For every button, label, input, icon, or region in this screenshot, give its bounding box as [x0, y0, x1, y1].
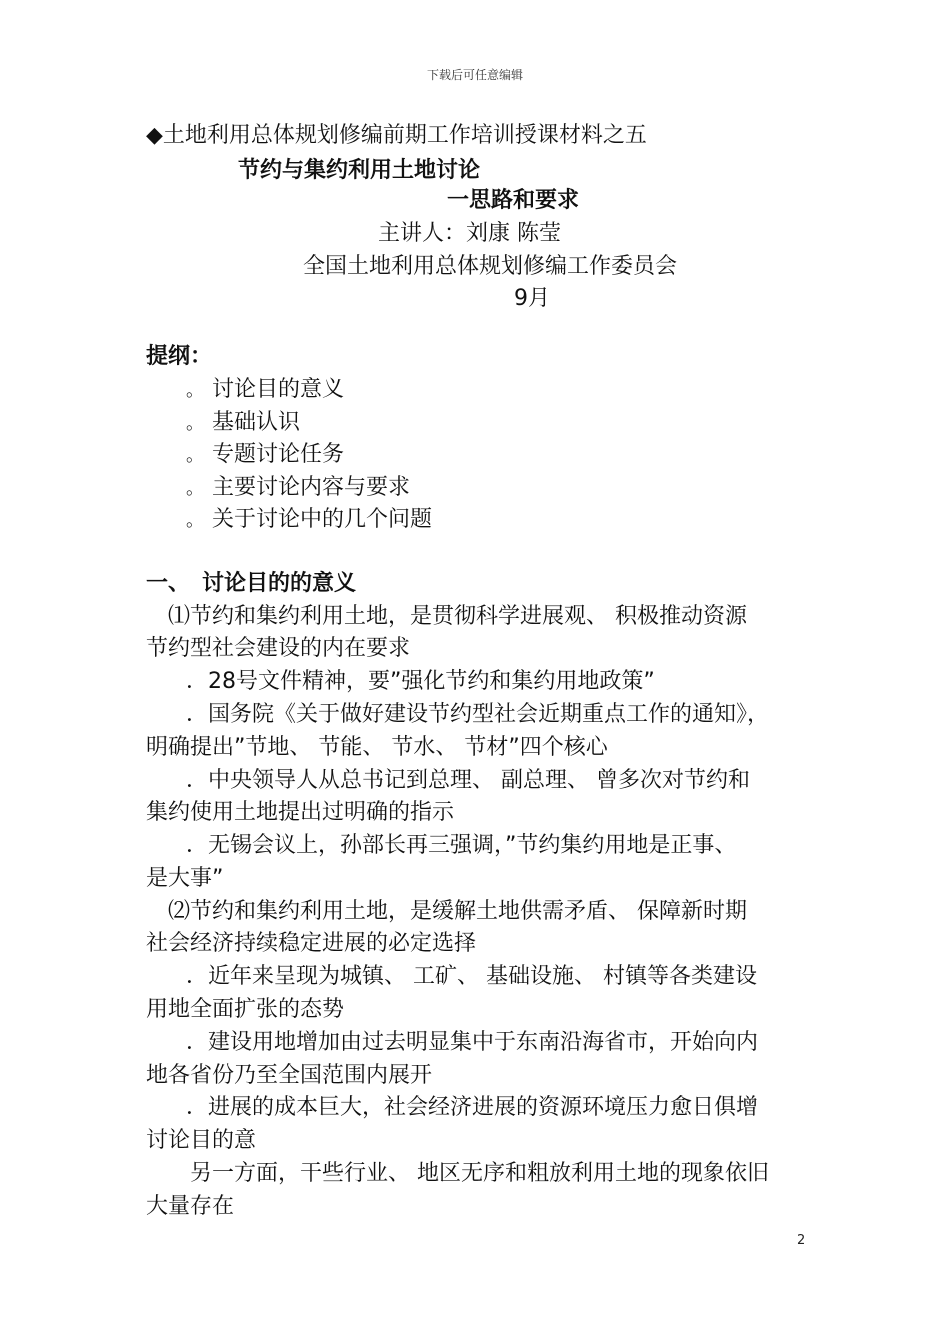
- document-subtitle: 节约与集约利用土地讨论: [238, 158, 481, 183]
- outline-item: [186, 375, 344, 406]
- outline-item-label: 主要讨论内容与要求: [212, 475, 411, 500]
- document-subtitle-2: 一思路和要求: [447, 188, 580, 213]
- page-header-note: 下载后可任意编辑: [426, 68, 523, 82]
- outline-item: [186, 440, 344, 471]
- section-heading: [146, 569, 356, 599]
- page-number: 2: [797, 1233, 806, 1248]
- outline-heading: 提纲：: [146, 344, 213, 369]
- bullet-icon: 。: [186, 478, 204, 499]
- speaker-line: 主讲人：刘康 陈莹: [378, 221, 561, 246]
- paragraph-line: 讨论目的意: [146, 1128, 257, 1153]
- document-title: ◆土地利用总体规划修编前期工作培训授课材料之五: [146, 123, 647, 148]
- outline-item-label: 基础认识: [212, 410, 301, 435]
- paragraph-line: ⑵节约和集约利用土地，是缓解土地供需矛盾、 保障新时期: [168, 899, 747, 924]
- paragraph-line: ．建设用地增加由过去明显集中于东南沿海省市，开始向内: [186, 1030, 759, 1055]
- bullet-icon: 。: [186, 510, 204, 531]
- organization-line: 全国土地利用总体规划修编工作委员会: [303, 254, 678, 279]
- paragraph-line: ．近年来呈现为城镇、 工矿、 基础设施、 村镇等各类建设: [186, 964, 757, 989]
- paragraph-line: ．国务院《关于做好建设节约型社会近期重点工作的通知》，: [186, 702, 770, 727]
- paragraph-line: 地各省份乃至全国范围内展开: [146, 1063, 433, 1088]
- paragraph-line: ．中央领导人从总书记到总理、 副总理、 曾多次对节约和: [186, 768, 750, 793]
- bullet-icon: 。: [186, 380, 204, 401]
- paragraph-line: 节约型社会建设的内在要求: [146, 636, 411, 661]
- outline-item: [186, 473, 410, 504]
- date-line: 9月: [514, 286, 550, 311]
- paragraph-line: ．无锡会议上，孙部长再三强调，”节约集约用地是正事、: [186, 833, 737, 858]
- paragraph-line: 大量存在: [146, 1194, 235, 1219]
- paragraph-line: 集约使用土地提出过明确的指示: [146, 800, 455, 825]
- paragraph-line: 用地全面扩张的态势: [146, 997, 345, 1022]
- paragraph-line: 是大事”: [146, 866, 224, 891]
- outline-item: [186, 505, 432, 536]
- paragraph-line: ⑴节约和集约利用土地，是贯彻科学进展观、 积极推动资源: [168, 604, 747, 629]
- outline-item-label: 专题讨论任务: [212, 442, 345, 467]
- paragraph-line: 明确提出”节地、 节能、 节水、 节材”四个核心: [146, 735, 608, 760]
- outline-item: [186, 408, 300, 439]
- bullet-icon: 。: [186, 445, 204, 466]
- section-title: 讨论目的的意义: [202, 571, 357, 596]
- outline-item-label: 关于讨论中的几个问题: [212, 507, 433, 532]
- paragraph-line: 社会经济持续稳定进展的必定选择: [146, 931, 477, 956]
- outline-item-label: 讨论目的意义: [212, 377, 345, 402]
- paragraph-line: 另一方面，干些行业、 地区无序和粗放利用土地的现象依旧: [190, 1161, 769, 1186]
- paragraph-line: ．进展的成本巨大，社会经济进展的资源环境压力愈日俱增: [186, 1095, 759, 1120]
- section-number: 一、: [146, 571, 191, 596]
- bullet-icon: 。: [186, 413, 204, 434]
- paragraph-line: ．28号文件精神，要”强化节约和集约用地政策”: [186, 669, 655, 694]
